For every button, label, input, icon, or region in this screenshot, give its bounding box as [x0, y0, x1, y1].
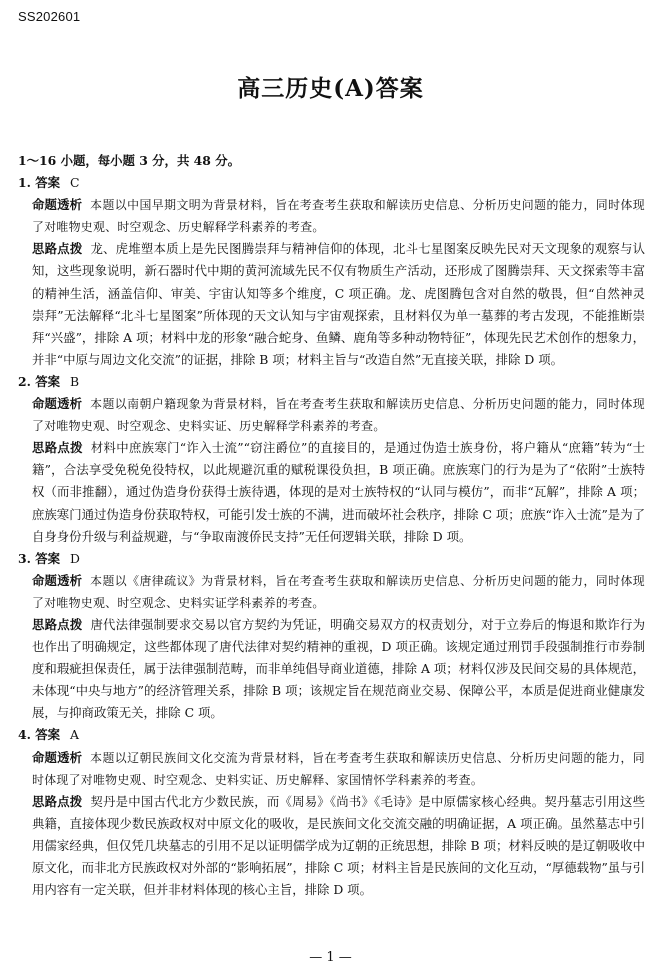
- question-number: 1.: [18, 175, 36, 191]
- question-number: 2.: [18, 373, 36, 389]
- answer-line: [18, 371, 645, 393]
- answer-line: [18, 724, 645, 746]
- answer-letter: B: [70, 373, 80, 389]
- question-number: 3.: [18, 550, 36, 566]
- analysis-paragraph: [18, 393, 645, 437]
- hint-label: 思路点拨: [32, 793, 83, 809]
- analysis-paragraph: [18, 194, 645, 238]
- hint-label: 思路点拨: [32, 440, 83, 456]
- analysis-paragraph: [18, 570, 645, 614]
- hint-text: 材料中庶族寒门“诈入士流”“窃注爵位”的直接目的，是通过伪造士族身份，将户籍从“庶籍”转为“士籍”，合法享受免税免役特权，以此规避沉重的赋税课役负担，B 项正确。庶族寒门的行为是为了“依附”士族特权（而非推翻），通过伪造身份获得士族待遇，体现的是对士族特权的“认同与模仿”，而非“瓦解”，排除 A 项；庶族寒门通过伪造身份获取特权，可能引发士族的不满，进而破坏社会秩序，排除 C 项；庶族“诈入士流”是为了自身身份升级与利益规避，与“争取南渡侨民支持”无任何逻辑关联，排除 D 项。: [32, 440, 645, 544]
- hint-label: 思路点拨: [32, 241, 83, 257]
- question-item: [18, 724, 645, 901]
- answer-label: 答案: [35, 175, 61, 191]
- question-item: [18, 371, 645, 548]
- question-list: [18, 172, 645, 901]
- answer-content: [18, 150, 645, 901]
- analysis-text: 本题以辽朝民族间文化交流为背景材料，旨在考查考生获取和解读历史信息、分析历史问题的能力，同时体现了对唯物史观、时空观念、史料实证、历史解释、家国情怀学科素养的考查。: [32, 750, 645, 787]
- question-item: [18, 548, 645, 725]
- answer-label: 答案: [35, 550, 61, 566]
- answer-label: 答案: [35, 373, 61, 389]
- hint-paragraph: [18, 614, 645, 724]
- answer-label: 答案: [35, 727, 61, 743]
- hint-paragraph: [18, 791, 645, 901]
- analysis-label: 命题透析: [32, 749, 83, 765]
- analysis-text: 本题以中国早期文明为背景材料，旨在考查考生获取和解读历史信息、分析历史问题的能力，同时体现了对唯物史观、时空观念、历史解释学科素养的考查。: [32, 198, 645, 235]
- answer-line: [18, 172, 645, 194]
- answer-line: [18, 548, 645, 570]
- analysis-label: 命题透析: [32, 572, 83, 588]
- question-item: [18, 172, 645, 371]
- answer-letter: D: [70, 550, 80, 566]
- question-number: 4.: [18, 727, 36, 743]
- hint-label: 思路点拨: [32, 616, 83, 632]
- analysis-label: 命题透析: [32, 197, 83, 213]
- hint-text: 唐代法律强制要求交易以官方契约为凭证，明确交易双方的权责划分，对于立券后的悔退和欺诈行为也作出了明确规定，这些都体现了唐代法律对契约精神的重视，D 项正确。该规定通过刑罚手段强制推行市券制度和瑕疵担保责任，属于法律强制范畴，而非单纯倡导商业道德，排除 A 项；材料仅涉及民间交易的具体规范，未体现“中央与地方”的经济管理关系，排除 B 项；该规定旨在规范商业交易、保障公平，本质是促进商业健康发展，与抑商政策无关，排除 C 项。: [32, 616, 646, 721]
- hint-paragraph: [18, 238, 645, 371]
- hint-text: 龙、虎堆塑本质上是先民图腾崇拜与精神信仰的体现，北斗七星图案反映先民对天文现象的观察与认知，这些现象说明，新石器时代中期的黄河流域先民不仅有物质生产活动，还形成了图腾崇拜、天文探索等丰富的精神生活，涵盖信仰、审美、宇宙认知等多个维度，C 项正确。龙、虎图腾包含对自然的敬畏，但“自然神灵崇拜”无法解释“北斗七星图案”所体现的天文认知与宇宙观探索，且材料仅为单一墓葬的考古发现，不能推断崇拜“兴盛”，排除 A 项；材料中龙的形象“融合蛇身、鱼鳞、鹿角等多种动物特征”，体现先民艺术创作的想象力，并非“中原与周边文化交流”的证据，排除 B 项；材料主旨与“改造自然”无直接关联，排除 D 项。: [32, 241, 646, 367]
- answer-letter: C: [70, 175, 80, 191]
- analysis-label: 命题透析: [32, 396, 83, 412]
- answer-letter: A: [70, 727, 79, 743]
- page-number: — 1 —: [309, 950, 352, 965]
- page-title: 高三历史(A)答案: [237, 75, 424, 102]
- analysis-text: 本题以《唐律疏议》为背景材料，旨在考查考生获取和解读历史信息、分析历史问题的能力，同时体现了对唯物史观、时空观念、史料实证学科素养的考查。: [32, 573, 645, 610]
- analysis-text: 本题以南朝户籍现象为背景材料，旨在考查考生获取和解读历史信息、分析历史问题的能力，同时体现了对唯物史观、时空观念、史料实证、历史解释学科素养的考查。: [32, 397, 645, 434]
- hint-text: 契丹是中国古代北方少数民族，而《周易》《尚书》《毛诗》是中原儒家核心经典。契丹墓志引用这些典籍，直接体现少数民族政权对中原文化的吸收，是民族间文化交流交融的明确证据，A 项正确。虽然墓志中引用儒家经典，但仅凭几块墓志的引用不足以证明儒学成为辽朝的正统思想，排除 B 项；材料反映的是辽朝吸收中原文化，而非北方民族政权对外部的“影响拓展”，排除 C 项；材料主旨是民族间的文化互动，“厚德载物”虽与引用内容有一定关联，但并非材料体现的核心主旨，排除 D 项。: [32, 793, 645, 898]
- hint-paragraph: [18, 437, 645, 547]
- section-intro: 1～16 小题，每小题 3 分，共 48 分。: [18, 153, 240, 168]
- analysis-paragraph: [18, 747, 645, 791]
- document-code: SS202601: [18, 9, 81, 24]
